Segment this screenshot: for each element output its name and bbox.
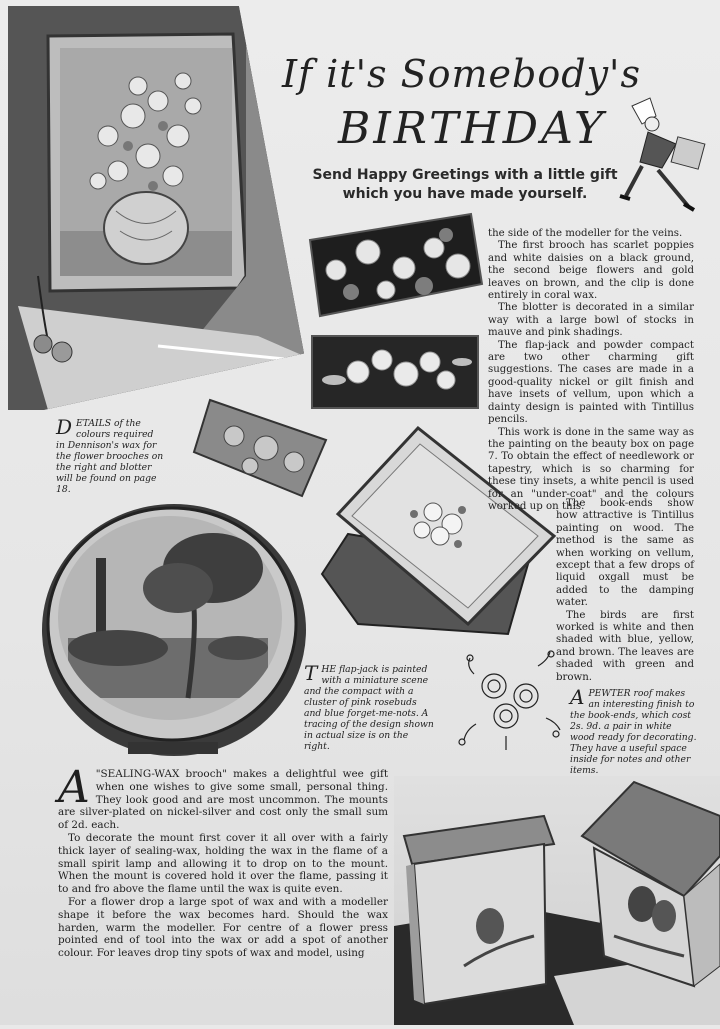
headline-line2: BIRTHDAY: [338, 103, 607, 154]
pewter-caption: [570, 685, 698, 776]
beige-flower-brooch-photo: [310, 332, 480, 412]
body-paragraph: The birds are first worked is white and then shaded with blue, yellow, and brown. The leaves are shaded with green and brown.: [556, 609, 694, 683]
sealing-wax-article: [58, 762, 388, 960]
main-article-column: [488, 228, 694, 513]
sealing-wax-paragraph-2: To decorate the mount first cover it all over with a fairly thick layer of sealing-wax, holding the wax in the flame of a small spirit lamp and allowing it to drop on to the mount. When the mount is covered hold it over the flame, passing it to and fro above the flame until the wax is quite even.: [58, 831, 388, 896]
flapjack-caption-text: HE flap-jack is painted with a miniature scene and the compact with a cluster of pink rosebuds and blue forget-me-nots. A tracing of the design shown in actual size is on the right.: [304, 664, 434, 752]
main-article-column-lower: [556, 498, 694, 684]
body-paragraph: This work is done in the same way as the painting on the beauty box on page 7. To obtain the effect of needlework or tapestry, which is so charming for these tiny insets, a white pencil is used for an "under-coat" and the colours worked up on this.: [488, 426, 694, 512]
rosebud-tracing-design: [456, 646, 566, 754]
blotter-photo: [8, 6, 304, 410]
sealing-wax-paragraph-3: For a flower drop a large spot of wax and with a modeller shape it before the wax becomes hard. Should the wax harden, warm the modeller. For centre of a flower press pointed end of tool into the wax or add a spot of another colour. For leaves drop tiny spots of wax and model, using: [58, 895, 388, 960]
body-paragraph: The first brooch has scarlet poppies and white daisies on a black ground, the second beige flowers and gold leaves on brown, and the clip is done entirely in coral wax.: [488, 240, 694, 302]
body-paragraph: The book-ends show how attractive is Tintillus painting on wood. The method is the same as when working on vellum, except that a few drops of liquid oxgall must be added to the damping water.: [556, 498, 694, 609]
body-paragraph: the side of the modeller for the veins.: [488, 228, 683, 239]
coral-wax-clip-photo: [190, 396, 330, 500]
sealing-wax-dropcap: A: [58, 762, 90, 813]
headline-subtitle: Send Happy Greetings with a little gift which you have made yourself.: [312, 167, 618, 202]
headline-line1: If it's Somebody's: [282, 52, 641, 96]
book-ends-photo: [394, 776, 720, 1025]
body-paragraph: The flap-jack and powder compact are two other charming gift suggestions. The cases are made in a good-quality nickel or gilt finish and have insets of vellum, upon which a dainty design is painted with Tintillus pencils.: [488, 339, 694, 426]
poppy-brooch-photo: [306, 210, 484, 320]
pewter-caption-initial: A: [570, 685, 585, 709]
flap-jack-photo: [38, 498, 310, 760]
pewter-caption-text: PEWTER roof makes an interesting finish to the book-ends, which cost 2s. 9d. a pair in white wood ready for decorating. They have a useful space inside for notes and other items.: [570, 688, 697, 776]
book-ends-illustration: [394, 776, 720, 1025]
body-paragraph: The blotter is decorated in a similar way with a large bowl of stocks in mauve and pink shadings.: [488, 302, 694, 339]
details-caption-initial: D: [56, 415, 73, 439]
blotter-illustration: [8, 6, 304, 410]
flapjack-caption-initial: T: [304, 661, 318, 685]
sealing-wax-intro: "SEALING-WAX brooch" makes a delightful wee gift when one wishes to give some small, personal thing. They look good and are most uncommon. The mounts are silver-plated on nickel-silver and cost only the small sum of 2d. each.: [58, 768, 388, 832]
girl-carrying-gift-illustration: [612, 96, 712, 214]
details-caption: [56, 415, 164, 495]
flapjack-caption: [304, 661, 434, 752]
details-caption-text: ETAILS of the colours required in Dennison's wax for the flower brooches on the right and blotter will be found on page 18.: [56, 418, 164, 495]
